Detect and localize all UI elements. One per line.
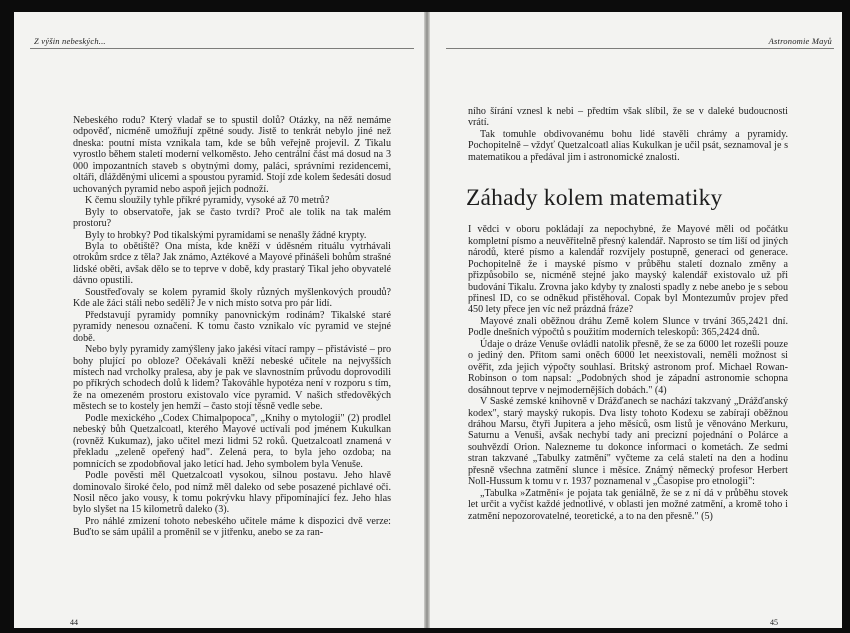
- right-page-body: [468, 106, 788, 522]
- paragraph: Byly to hrobky? Pod tikalskými pyramidami se nenašly žádné krypty.: [85, 229, 367, 241]
- header-rule-left: [30, 48, 414, 49]
- paragraph: Byla to obětiště? Ona místa, kde kněží v úděsném rituálu vytrhávali otrokům srdce z těla? Jak známo, Aztékové a Mayové přinášeli bohům strašné lidské oběti, avšak dělo se to teprve v době, kdy prastarý Tikal jeho obyvatelé dávno opustili.: [73, 240, 391, 287]
- paragraph: Mayové znali oběžnou dráhu Země kolem Slunce v trvání 365,2421 dní. Podle dnešních výpočtů s použitím moderních teleskopů: 365,2424 dnů.: [468, 315, 788, 339]
- paragraph: Soustřeďovaly se kolem pyramid školy různých myšlenkových proudů? Kde ale žáci stáli nebo seděli? Je v nich místo sotva pro pár lidí.: [73, 286, 391, 310]
- paragraph: Představují pyramidy pomníky panovnickým rodinám? Tikalské staré pyramidy nenesou označení. K tomu často vznikalo víc pyramid ve stejné době.: [73, 309, 391, 344]
- page-number-left: 44: [70, 618, 78, 627]
- left-page: [14, 12, 424, 628]
- paragraph: Údaje o dráze Venuše ovládli natolik přesně, že se za 6000 let rozešli pouze o jediný den. Přitom sami oněch 6000 let neexistovali, neměli možnost si ověřit, zda jejich výpočty souhlasí. Britský astronom prof. Michael Rowan-Robinson o tom napsal: „Podobných shod je západní astronomie schopna dosáhnout teprve v nejmodernějších dobách." (4): [468, 338, 788, 396]
- paragraph: Podle mexického „Codex Chimalpopoca", „Knihy o mytologii" (2) prodlel nebeský bůh Quetzalcoatl, kterého Mayové uctívali pod jménem Kukulkan (rovněž Kukumaz), jako učitel mezi lidmi 52 roků. Quetzalcoatl znamená v překladu „zeleně opeřený had". Zelená pera, to byla jeho ozdoba; na pomnících se zpodobňoval jako letící had. Jeho symbolem byla Venuše.: [73, 412, 391, 470]
- paragraph: ního šírání vznesl k nebi – předtím však slíbil, že se v daleké budoucnosti vrátí.: [468, 106, 788, 129]
- paragraph: K čemu sloužily tyhle příkré pyramidy, vysoké až 70 metrů?: [85, 195, 330, 207]
- paragraph: „Tabulka »Zatmění« je pojata tak geniálně, že se z ní dá v průběhu stovek let určit a vyčíst každé jednotlivé, v oblasti jen možné zatmění, a kromě toho i zatmění nepozorovatelné, teoretické, a to na den přesně." (5): [468, 487, 788, 522]
- header-rule-right: [446, 48, 834, 49]
- running-head-right: Astronomie Mayů: [768, 36, 832, 46]
- paragraph: Tak tomuhle obdivovanému bohu lidé stavěli chrámy a pyramidy. Pochopitelně – vždyť Quetzalcoatl alias Kukulkan je učil psát, seznamoval je s matematikou a předával jim i astronomické znalosti.: [468, 128, 788, 163]
- paragraph: Podle pověsti měl Quetzalcoatl vysokou, silnou postavu. Jeho hlavě dominovalo široké čelo, pod nímž měl daleko od sebe posazené pichlavé oči. Nosil něco jako vousy, k tomu pokrývku hlavy připomínající fez. Jeho hlas bylo slyšet na 15 kilometrů daleko (3).: [73, 470, 391, 516]
- paragraph: V Saské zemské knihovně v Drážďanech se nachází takzvaný „Drážďanský kodex", starý mayský rukopis. Dva listy tohoto Kodexu se zabírají oběžnou dráhou Marsu, čtyři Jupitera a jeho měsíců, osm listů je věnováno Merkuru, Saturnu a Venuši, avšak nechybí tady ani precizní pojednání o Polárce a souhvězdí Orion. Nalezneme tu dokonce informaci o kometách. Ze sedmi stran takzvané „Tabulky zatmění" vyčteme za celá staletí na den a hodinu přesně všechna zatmění slunce i měsíce. Známý německý profesor Herbert Noll-Hussum k tomu v r. 1937 poznamenal v „Časopise pro etnologii":: [468, 396, 788, 488]
- section-title: Záhady kolem matematiky: [466, 185, 723, 212]
- left-page-body: [73, 115, 391, 539]
- paragraph: Nebo byly pyramidy zamýšleny jako jakési vítací rampy – přistávisté – pro bohy plující po obloze? Očekávali kněží nebeské učitele na nejvyšších místech nad vrcholky pralesa, aby je pak ve slavnostním průvodu doprovodili po příkrých schodech dolů k lidem? Takováhle hypotéza není v rozporu s tím, že na omezeném prostoru existovalo více pyramid. V našich středověkých městech se to kostely jen hemží – často stojí těsně vedle sebe.: [73, 344, 391, 413]
- paragraph: Byly to observatoře, jak se často tvrdí? Proč ale tolik na tak malém prostoru?: [73, 206, 391, 230]
- paragraph: Nebeského rodu? Který vladař se to spustil dolů? Otázky, na něž nemáme odpověď, nicméně umožňují zpětné soudy. Jistě to tenkrát nebylo jiné než dneska: poutní místa vznikala tam, kde se bůh veřejně projevil. Z Tikalu vyrostlo během staletí moderní velkoměsto. Jeho centrální část má dosud na 3 000 impozantních staveb s obytnými domy, paláci, správními rezidencemi, oltáři, dlážděnými ulicemi a spoustou pyramid. Stojí zde kolem šedesáti dosud uchovaných pyramid nebo aspoň jejich podnoží.: [73, 115, 391, 195]
- right-page: [430, 12, 842, 628]
- running-head-left: Z výšin nebeských...: [34, 36, 106, 46]
- paragraph: Pro náhlé zmizení tohoto nebeského učitele máme k dispozici dvě verze: Buďto se sám upálil a proměnil se v jitřenku, anebo se za ran-: [73, 515, 391, 539]
- page-number-right: 45: [770, 618, 778, 627]
- paragraph: I vědci v oboru pokládají za nepochybné, že Mayové měli od počátku kompletní písmo a neuvěřitelně přesný kalendář. Naprosto se tím liší od jiných národů, které písmo a kalendář rozvíjely postupně, generaci od generace. Pochopitelně že i mayské písmo v průběhu staletí doznalo změny a přizpůsobilo se, nicméně stejné jako mayský kalendář existovalo už při budování Tikalu. Zrovna jako kdyby ty znalosti spadly z nebe anebo je s sebou přinesl ID, co se odněkud přistěhoval. Copak byl Montezumův projev před 450 lety přece jen víc než prázdná fráze?: [468, 224, 788, 316]
